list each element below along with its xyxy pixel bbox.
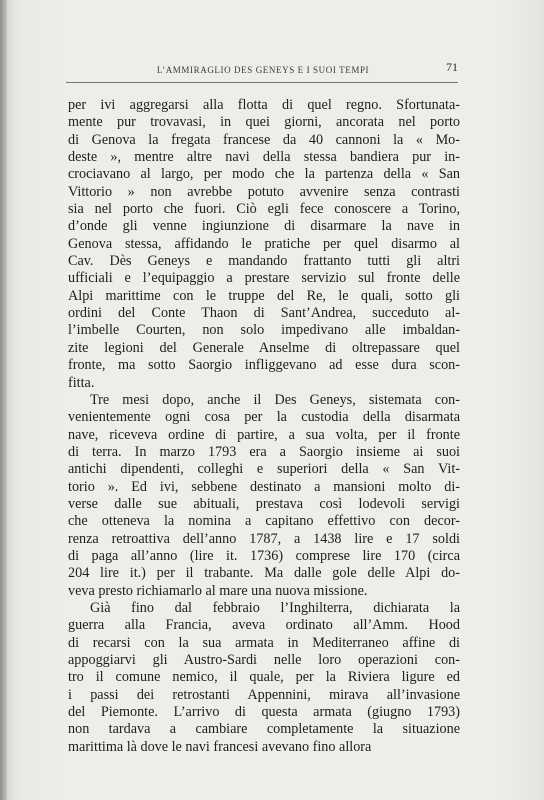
text-line: nave, riceveva ordine di partire, a sua volta, per il fronte xyxy=(68,426,460,443)
text-line: veva presto richiamarlo al mare una nuova missione. xyxy=(68,582,368,599)
text-line: deste », mentre altre navi della stessa bandiera pur in- xyxy=(68,149,460,166)
header-rule xyxy=(66,82,458,83)
text-line: fronte, ma sotto Saorgio infliggevano ad esse dura scon- xyxy=(68,357,460,374)
text-line: Già fino dal febbraio l’Inghilterra, dichiarata la xyxy=(90,599,460,616)
text-line: tro il comune nemico, il quale, per la Riviera ligure ed xyxy=(68,669,460,686)
text-line: renza retroattiva dell’anno 1787, a 1438 lire e 17 soldi xyxy=(68,530,460,547)
text-line: appoggiarvi gli Austro-Sardi nelle loro operazioni con- xyxy=(68,652,460,668)
text-line: venientemente ogni cosa per la custodia della disarmata xyxy=(68,409,460,426)
text-line: di terra. In marzo 1793 era a Saorgio insieme ai suoi xyxy=(68,443,460,460)
text-line: mente pur trovavasi, in quei giorni, ancorata nel porto xyxy=(68,114,460,131)
text-line: di Genova la fregata francese da 40 cannoni la « Mo- xyxy=(68,131,460,148)
text-line: guerra alla Francia, aveva ordinato all’Amm. Hood xyxy=(68,617,460,634)
text-line: d’onde gli venne ingiunzione di disarmare la nave in xyxy=(68,218,460,235)
text-line: marittima là dove le navi francesi avevano fino allora xyxy=(68,738,372,755)
text-line: Tre mesi dopo, anche il Des Geneys, sistemata con- xyxy=(90,391,460,408)
body-text xyxy=(68,97,460,756)
text-line: di recarsi con la sua armata in Mediterraneo affine di xyxy=(68,634,460,651)
text-line: i passi dei retrostanti Appennini, mirava all’invasione xyxy=(68,686,460,703)
text-line: l’imbelle Courten, non solo impedivano alle imbaldan- xyxy=(68,322,460,339)
page-number: 71 xyxy=(446,60,458,74)
text-line: sia nel porto che fuori. Ciò egli fece conoscere a Torino, xyxy=(68,201,460,218)
text-line: crociavano al largo, per modo che la partenza della « San xyxy=(68,166,460,183)
text-line: per ivi aggregarsi alla flotta di quel regno. Sfortunata- xyxy=(68,97,460,113)
text-line: antichi dipendenti, colleghi e superiori della « San Vit- xyxy=(68,461,460,478)
text-line: Genova stessa, affidando le pratiche per quel disarmo al xyxy=(68,235,460,252)
running-head: L’AMMIRAGLIO DES GENEYS E I SUOI TEMPI xyxy=(156,65,370,75)
text-line: che otteneva la nomina a capitano effettivo con decor- xyxy=(68,513,460,530)
text-line: non tardava a cambiare completamente la situazione xyxy=(68,721,460,738)
text-line: 204 lire it.) per il trabante. Ma dalle gole delle Alpi do- xyxy=(68,565,460,582)
page-spine-shadow xyxy=(0,0,7,800)
text-line: di paga all’anno (lire it. 1736) comprese lire 170 (circa xyxy=(68,547,460,564)
text-line: torio ». Ed ivi, sebbene destinato a mansioni molto di- xyxy=(68,478,460,495)
text-line: verse dalle sue abituali, prestava così lodevoli servigi xyxy=(68,495,460,512)
text-line: fitta. xyxy=(68,374,95,391)
text-line: Alpi marittime con le truppe del Re, le quali, sotto gli xyxy=(68,287,460,304)
text-line: ufficiali e l’equipaggio a prestare servizio sul fronte delle xyxy=(68,270,460,287)
text-line: ordini del Conte Thaon di Sant’Andrea, succeduto al- xyxy=(68,305,460,322)
text-line: Vittorio » non avrebbe potuto avvenire senza contrasti xyxy=(68,183,460,200)
text-line: zite legioni del Generale Anselme di oltrepassare quel xyxy=(68,339,460,356)
text-line: Cav. Dès Geneys e mandando frattanto tutti gli altri xyxy=(68,253,460,270)
text-line: del Piemonte. L’arrivo di questa armata (giugno 1793) xyxy=(68,704,460,721)
